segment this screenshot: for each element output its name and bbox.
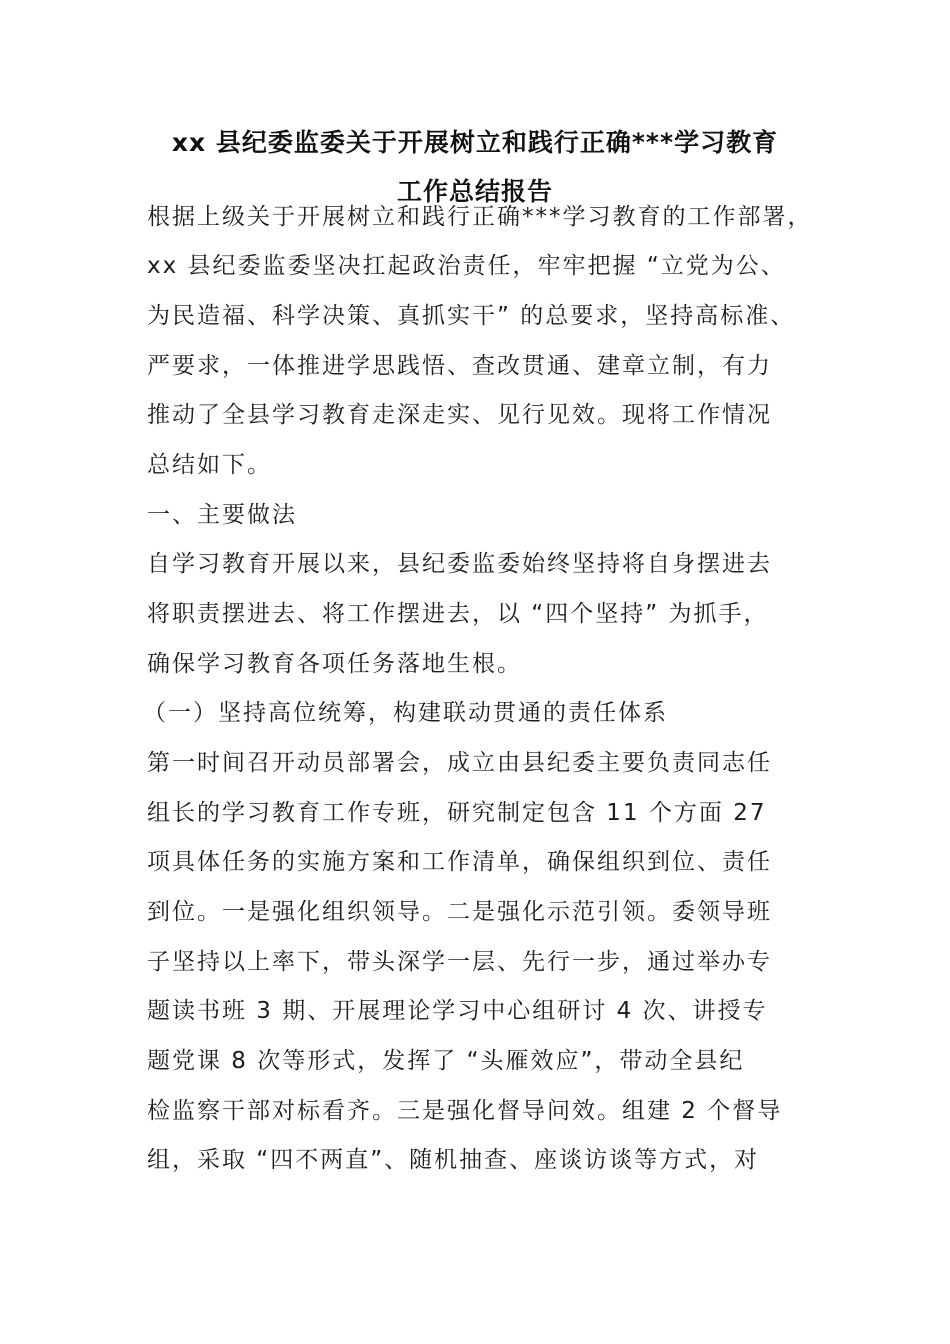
subsection-heading-1: （一）坚持高位统筹，构建联动贯通的责任体系 (143, 700, 668, 726)
body-line-16: 子坚持以上率下，带头深学一层、先行一步，通过举办专 (147, 949, 772, 975)
body-line-5: 推动了全县学习教育走深走实、见行见效。现将工作情况 (147, 402, 772, 428)
body-line-12: 第一时间召开动员部署会，成立由县纪委主要负责同志任 (147, 750, 772, 776)
body-line-1: 根据上级关于开展树立和践行正确***学习教育的工作部署， (147, 204, 813, 230)
body-line-20: 组，采取 “四不两直”、随机抽查、座谈访谈等方式，对 (147, 1147, 760, 1173)
body-line-18: 题党课 8 次等形式，发挥了 “头雁效应”，带动全县纪 (147, 1048, 745, 1074)
body-line-9: 将职责摆进去、将工作摆进去，以 “四个坚持” 为抓手， (147, 601, 769, 627)
body-line-17: 题读书班 3 期、开展理论学习中心组研讨 4 次、讲授专 (147, 998, 768, 1024)
section-heading-1: 一、主要做法 (147, 502, 297, 528)
body-line-2: xx 县纪委监委坚决扛起政治责任，牢牢把握 “立党为公、 (147, 253, 786, 279)
body-line-10: 确保学习教育各项任务落地生根。 (147, 651, 522, 677)
body-line-4: 严要求，一体推进学思践悟、查改贯通、建章立制，有力 (147, 353, 772, 379)
body-line-13: 组长的学习教育工作专班，研究制定包含 11 个方面 27 (147, 800, 767, 826)
body-line-3: 为民造福、科学决策、真抓实干” 的总要求，坚持高标准、 (147, 303, 796, 329)
body-line-19: 检监察干部对标看齐。三是强化督导问效。组建 2 个督导 (147, 1098, 783, 1124)
document-title-line-2: 工作总结报告 (396, 177, 553, 206)
body-line-8: 自学习教育开展以来，县纪委监委始终坚持将自身摆进去 (147, 551, 772, 577)
body-line-14: 项具体任务的实施方案和工作清单，确保组织到位、责任 (147, 849, 772, 875)
document-title-line-1: xx 县纪委监委关于开展树立和践行正确***学习教育 (171, 128, 779, 157)
body-line-6: 总结如下。 (147, 452, 272, 478)
body-line-15: 到位。一是强化组织领导。二是强化示范引领。委领导班 (147, 899, 772, 925)
